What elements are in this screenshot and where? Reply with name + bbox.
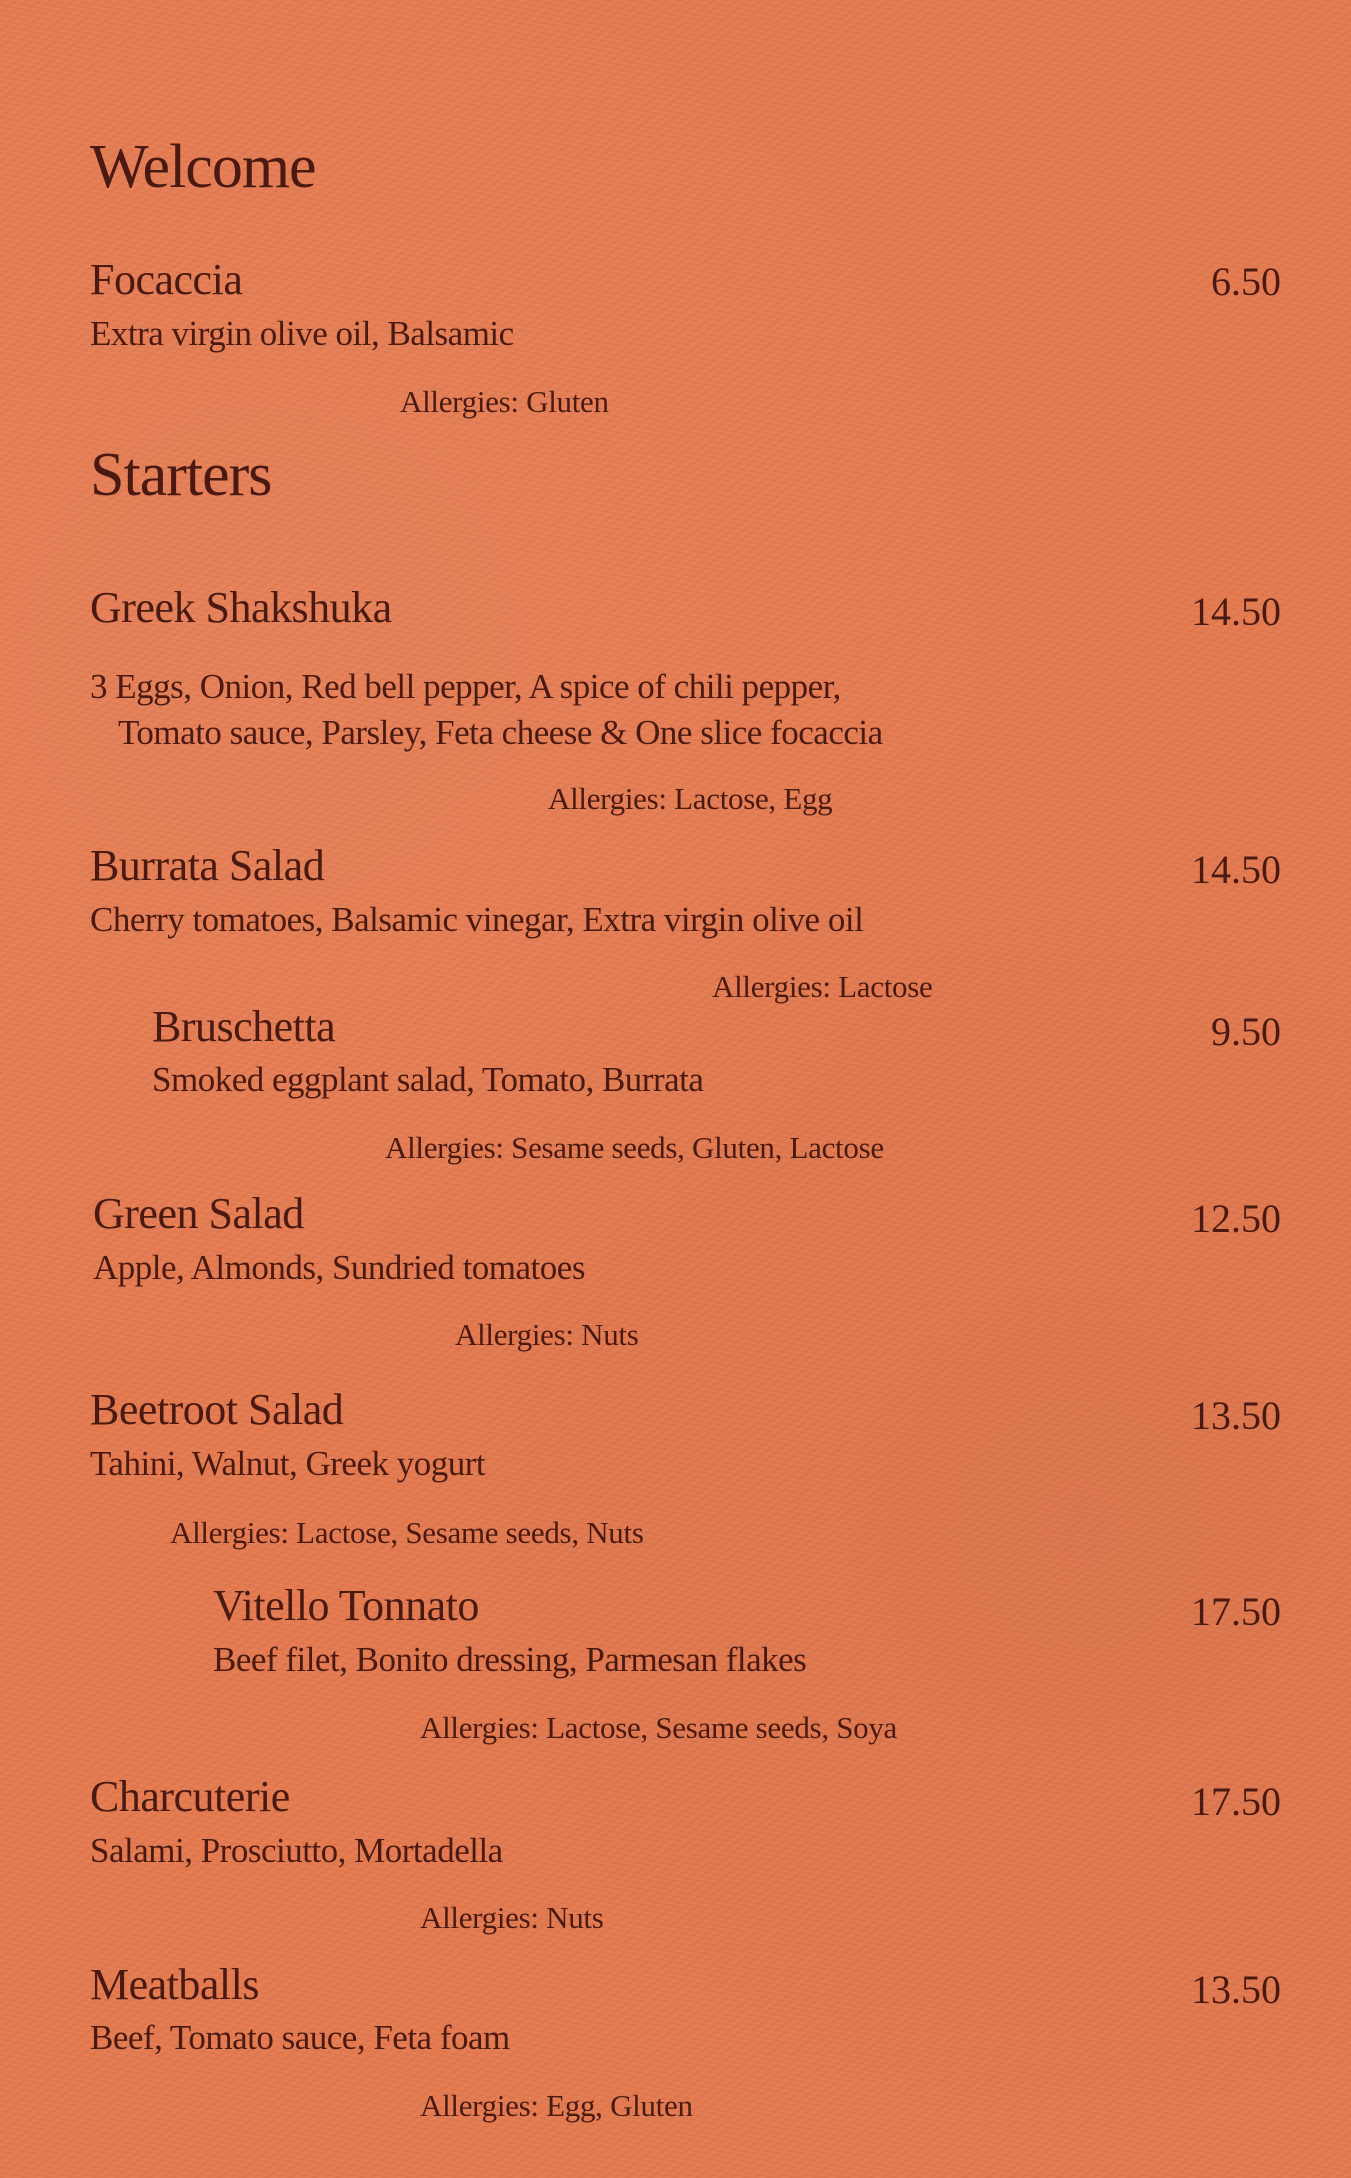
item-allergies: Allergies: Egg, Gluten xyxy=(420,2088,693,2123)
item-description: Beef filet, Bonito dressing, Parmesan flakes xyxy=(213,1640,807,1679)
item-allergies: Allergies: Nuts xyxy=(455,1317,639,1352)
item-allergies: Allergies: Lactose, Sesame seeds, Soya xyxy=(420,1710,898,1745)
item-description-line-2: Tomato sauce, Parsley, Feta cheese & One slice focaccia xyxy=(118,713,883,752)
item-description-line-1: 3 Eggs, Onion, Red bell pepper, A spice of chili pepper, xyxy=(90,667,841,706)
item-price: 6.50 xyxy=(1211,259,1281,304)
item-price: 9.50 xyxy=(1211,1009,1281,1054)
item-allergies: Allergies: Lactose, Egg xyxy=(548,781,833,816)
item-price: 17.50 xyxy=(1191,1779,1281,1824)
item-allergies: Allergies: Nuts xyxy=(420,1900,604,1935)
item-name: Green Salad xyxy=(93,1189,304,1238)
item-description: Smoked eggplant salad, Tomato, Burrata xyxy=(152,1060,704,1099)
item-description: Tahini, Walnut, Greek yogurt xyxy=(90,1444,486,1483)
item-allergies: Allergies: Lactose, Sesame seeds, Nuts xyxy=(170,1515,644,1550)
item-name: Beetroot Salad xyxy=(90,1385,344,1434)
item-description: Extra virgin olive oil, Balsamic xyxy=(90,314,514,353)
item-price: 13.50 xyxy=(1191,1393,1281,1438)
section-title-starters: Starters xyxy=(90,441,272,509)
item-description: Cherry tomatoes, Balsamic vinegar, Extra virgin olive oil xyxy=(90,900,864,939)
item-price: 13.50 xyxy=(1191,1967,1281,2012)
item-allergies: Allergies: Sesame seeds, Gluten, Lactose xyxy=(385,1130,884,1165)
item-allergies: Allergies: Lactose xyxy=(712,969,933,1004)
item-price: 14.50 xyxy=(1191,589,1281,634)
item-name: Burrata Salad xyxy=(90,841,325,890)
item-name: Focaccia xyxy=(90,255,243,304)
section-title-welcome: Welcome xyxy=(90,133,316,201)
item-description: Beef, Tomato sauce, Feta foam xyxy=(90,2018,510,2057)
item-allergies: Allergies: Gluten xyxy=(400,384,609,419)
item-name: Vitello Tonnato xyxy=(213,1581,479,1630)
item-price: 17.50 xyxy=(1191,1589,1281,1634)
item-description: Salami, Prosciutto, Mortadella xyxy=(90,1831,503,1870)
item-name: Bruschetta xyxy=(152,1002,336,1051)
item-price: 14.50 xyxy=(1191,847,1281,892)
item-name: Charcuterie xyxy=(90,1772,290,1821)
item-description: Apple, Almonds, Sundried tomatoes xyxy=(93,1248,585,1287)
item-name: Meatballs xyxy=(90,1960,260,2009)
item-name: Greek Shakshuka xyxy=(90,583,392,632)
item-price: 12.50 xyxy=(1191,1196,1281,1241)
